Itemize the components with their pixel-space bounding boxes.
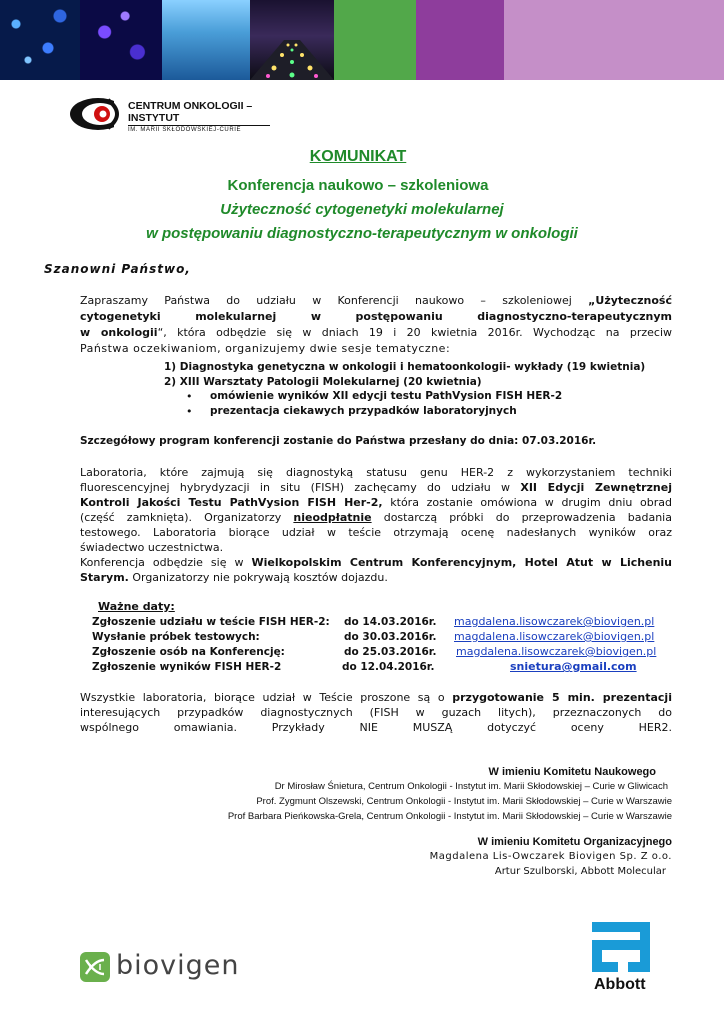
biovigen-dna-icon <box>80 952 110 982</box>
abbott-wordmark: Abbott <box>594 976 646 993</box>
cok-logo-line1: CENTRUM ONKOLOGII – INSTYTUT <box>128 100 253 124</box>
labs-line-2 <box>80 480 672 495</box>
bullet-text: omówienie wyników XII edycji testu PathVysion FISH HER-2 <box>210 390 563 402</box>
labs-free-bold: nieodpłatnie <box>293 511 372 524</box>
date-row-3-label: Zgłoszenie osób na Konferencję: <box>92 646 285 658</box>
session-2: 2) XIII Warsztaty Patologii Molekularnej (20 kwietnia) <box>164 376 482 388</box>
labs-line-5: testowego. Laboratoria biorące udział w teście otrzymają ocenę nadesłanych wyników oraz <box>80 526 672 539</box>
abbott-logo <box>588 918 658 993</box>
conference-title-line2: w postępowaniu diagnostyczno-terapeutycznym w onkologii <box>146 225 578 242</box>
closing-line-1 <box>80 690 672 705</box>
labs-text-4: dostarczą próbki do przeprowadzenia badania <box>371 511 672 524</box>
komunikat-heading: KOMUNIKAT <box>309 148 407 165</box>
intro-line-2 <box>80 309 672 324</box>
scientific-member-2: Prof. Zygmunt Olszewski, Centrum Onkologii - Instytut im. Marii Skłodowskiej – Curie w Warszawie <box>256 796 672 807</box>
biovigen-wordmark: biovigen <box>116 950 240 981</box>
program-note: Szczegółowy program konferencji zostanie do Państwa przesłany do dnia: 07.03.2016r. <box>80 435 597 447</box>
cok-eye-icon <box>70 96 130 132</box>
organizing-heading: W imieniu Komitetu Organizacyjnego <box>477 836 672 848</box>
organizing-member-1: Magdalena Lis-Owczarek Biovigen Sp. Z o.o. <box>429 851 672 862</box>
labs-line-6: świadectwo uczestnictwa. <box>80 541 224 554</box>
intro-title-bold: „Użyteczność <box>588 294 672 307</box>
date-row-4-email[interactable]: snietura@gmail.com <box>510 660 637 673</box>
intro-title-bold-2: cytogenetyki molekularnej w postępowaniu diagnostyczno-terapeutycznym <box>80 310 672 323</box>
labs-text-6: Organizatorzy nie pokrywają kosztów dojazdu. <box>128 571 388 584</box>
conference-type: Konferencja naukowo – szkoleniowa <box>227 177 489 194</box>
labs-line-7 <box>80 555 672 570</box>
labs-venue-bold: Wielkopolskim Centrum Konferencyjnym, Hotel Atut w Licheniu <box>251 556 673 569</box>
cok-logo-line2: IM. MARII SKŁODOWSKIEJ-CURIE <box>128 125 270 133</box>
bullet-dot-icon: • <box>186 405 193 418</box>
scientific-heading: W imieniu Komitetu Naukowego <box>488 766 656 778</box>
cok-logo <box>70 96 270 132</box>
date-row-1-date: do 14.03.2016r. <box>344 616 437 628</box>
closing-line-3: wspólnego omawiania. Przykłady NIE MUSZĄ dotyczyć oceny HER2. <box>80 721 672 734</box>
labs-text-3: (część zamknięta). Organizatorzy <box>80 511 294 524</box>
banner-cells-image <box>0 0 80 80</box>
bullet-dot-icon: • <box>186 390 193 403</box>
closing-line-2: interesujących przypadków diagnostycznych (FISH w guzach litych), przeznaczonych do <box>80 706 672 719</box>
conference-title-line1: Użyteczność cytogenetyki molekularnej <box>220 201 504 218</box>
banner-purple-block <box>416 0 504 80</box>
labs-text-2: która zostanie omówiona w drugim dniu obrad <box>382 496 672 509</box>
labs-text-5: Konferencja odbędzie się w <box>80 556 252 569</box>
labs-bold-2: Kontroli Jakości Testu PathVysion FISH Her-2, <box>80 496 383 509</box>
bullet-2 <box>186 405 517 418</box>
intro-line-4 <box>80 341 672 356</box>
abbott-a-icon <box>588 918 658 976</box>
date-row-2-label: Wysłanie próbek testowych: <box>92 631 260 643</box>
date-row-2-date: do 30.03.2016r. <box>344 631 437 643</box>
scientific-member-1: Dr Mirosław Śnietura, Centrum Onkologii - Instytut im. Marii Skłodowskiej – Curie w Gliwicach <box>274 781 668 792</box>
intro-line-1 <box>80 293 672 308</box>
date-row-4-date: do 12.04.2016r. <box>342 661 435 673</box>
closing-bold: przygotowanie 5 min. prezentacji <box>452 691 672 704</box>
banner-cells-image-2 <box>80 0 162 80</box>
banner-lilac-block <box>504 0 724 80</box>
banner-green-block <box>334 0 416 80</box>
bullet-text: prezentacja ciekawych przypadków laboratoryjnych <box>210 405 517 417</box>
scientific-member-3: Prof Barbara Pieńkowska-Grela, Centrum Onkologii - Instytut im. Marii Skłodowskiej – Curie w Warszawie <box>227 811 672 822</box>
labs-venue-bold-2: Starym. <box>80 571 129 584</box>
bullet-1 <box>186 390 563 403</box>
labs-bold: XII Edycji Zewnętrznej <box>520 481 672 494</box>
date-row-3-date: do 25.03.2016r. <box>344 646 437 658</box>
banner-lab-image <box>162 0 250 80</box>
labs-line-3 <box>80 495 672 510</box>
date-row-3-email[interactable]: magdalena.lisowczarek@biovigen.pl <box>456 645 657 658</box>
greeting: Szanowni Państwo, <box>44 262 191 276</box>
intro-title-bold-3: w onkologii <box>80 326 158 339</box>
labs-line-4 <box>80 510 672 525</box>
intro-line-3 <box>80 325 672 340</box>
banner-runway-image <box>250 0 334 80</box>
header-banner <box>0 0 724 80</box>
intro-text-4: Państwa oczekiwaniom, organizujemy dwie sesje tematyczne: <box>80 342 451 355</box>
intro-text: Zapraszamy Państwa do udziału w Konferencji naukowo – szkoleniowej <box>80 294 589 307</box>
runway-lights-icon <box>250 0 334 80</box>
date-row-1-label: Zgłoszenie udziału w teście FISH HER-2: <box>92 616 330 628</box>
date-row-2-email[interactable]: magdalena.lisowczarek@biovigen.pl <box>454 630 655 643</box>
date-row-4-label: Zgłoszenie wyników FISH HER-2 <box>92 661 282 673</box>
labs-line-8 <box>80 570 388 585</box>
labs-text: fluorescencyjnej hybrydyzacji in situ (FISH) zachęcamy do udziału w <box>80 481 521 494</box>
labs-line-1: Laboratoria, które zajmują się diagnostyką statusu genu HER-2 z wykorzystaniem techniki <box>80 466 672 479</box>
session-1: 1) Diagnostyka genetyczna w onkologii i hematoonkologii- wykłady (19 kwietnia) <box>164 361 646 373</box>
date-row-1-email[interactable]: magdalena.lisowczarek@biovigen.pl <box>454 615 655 628</box>
intro-text-3: “, która odbędzie się w dniach 19 i 20 kwietnia 2016r. Wychodząc na przeciw <box>157 326 672 339</box>
closing-text: Wszystkie laboratoria, biorące udział w Teście proszone są o <box>80 691 453 704</box>
organizing-member-2: Artur Szulborski, Abbott Molecular <box>494 866 666 877</box>
dates-heading: Ważne daty: <box>98 600 175 613</box>
